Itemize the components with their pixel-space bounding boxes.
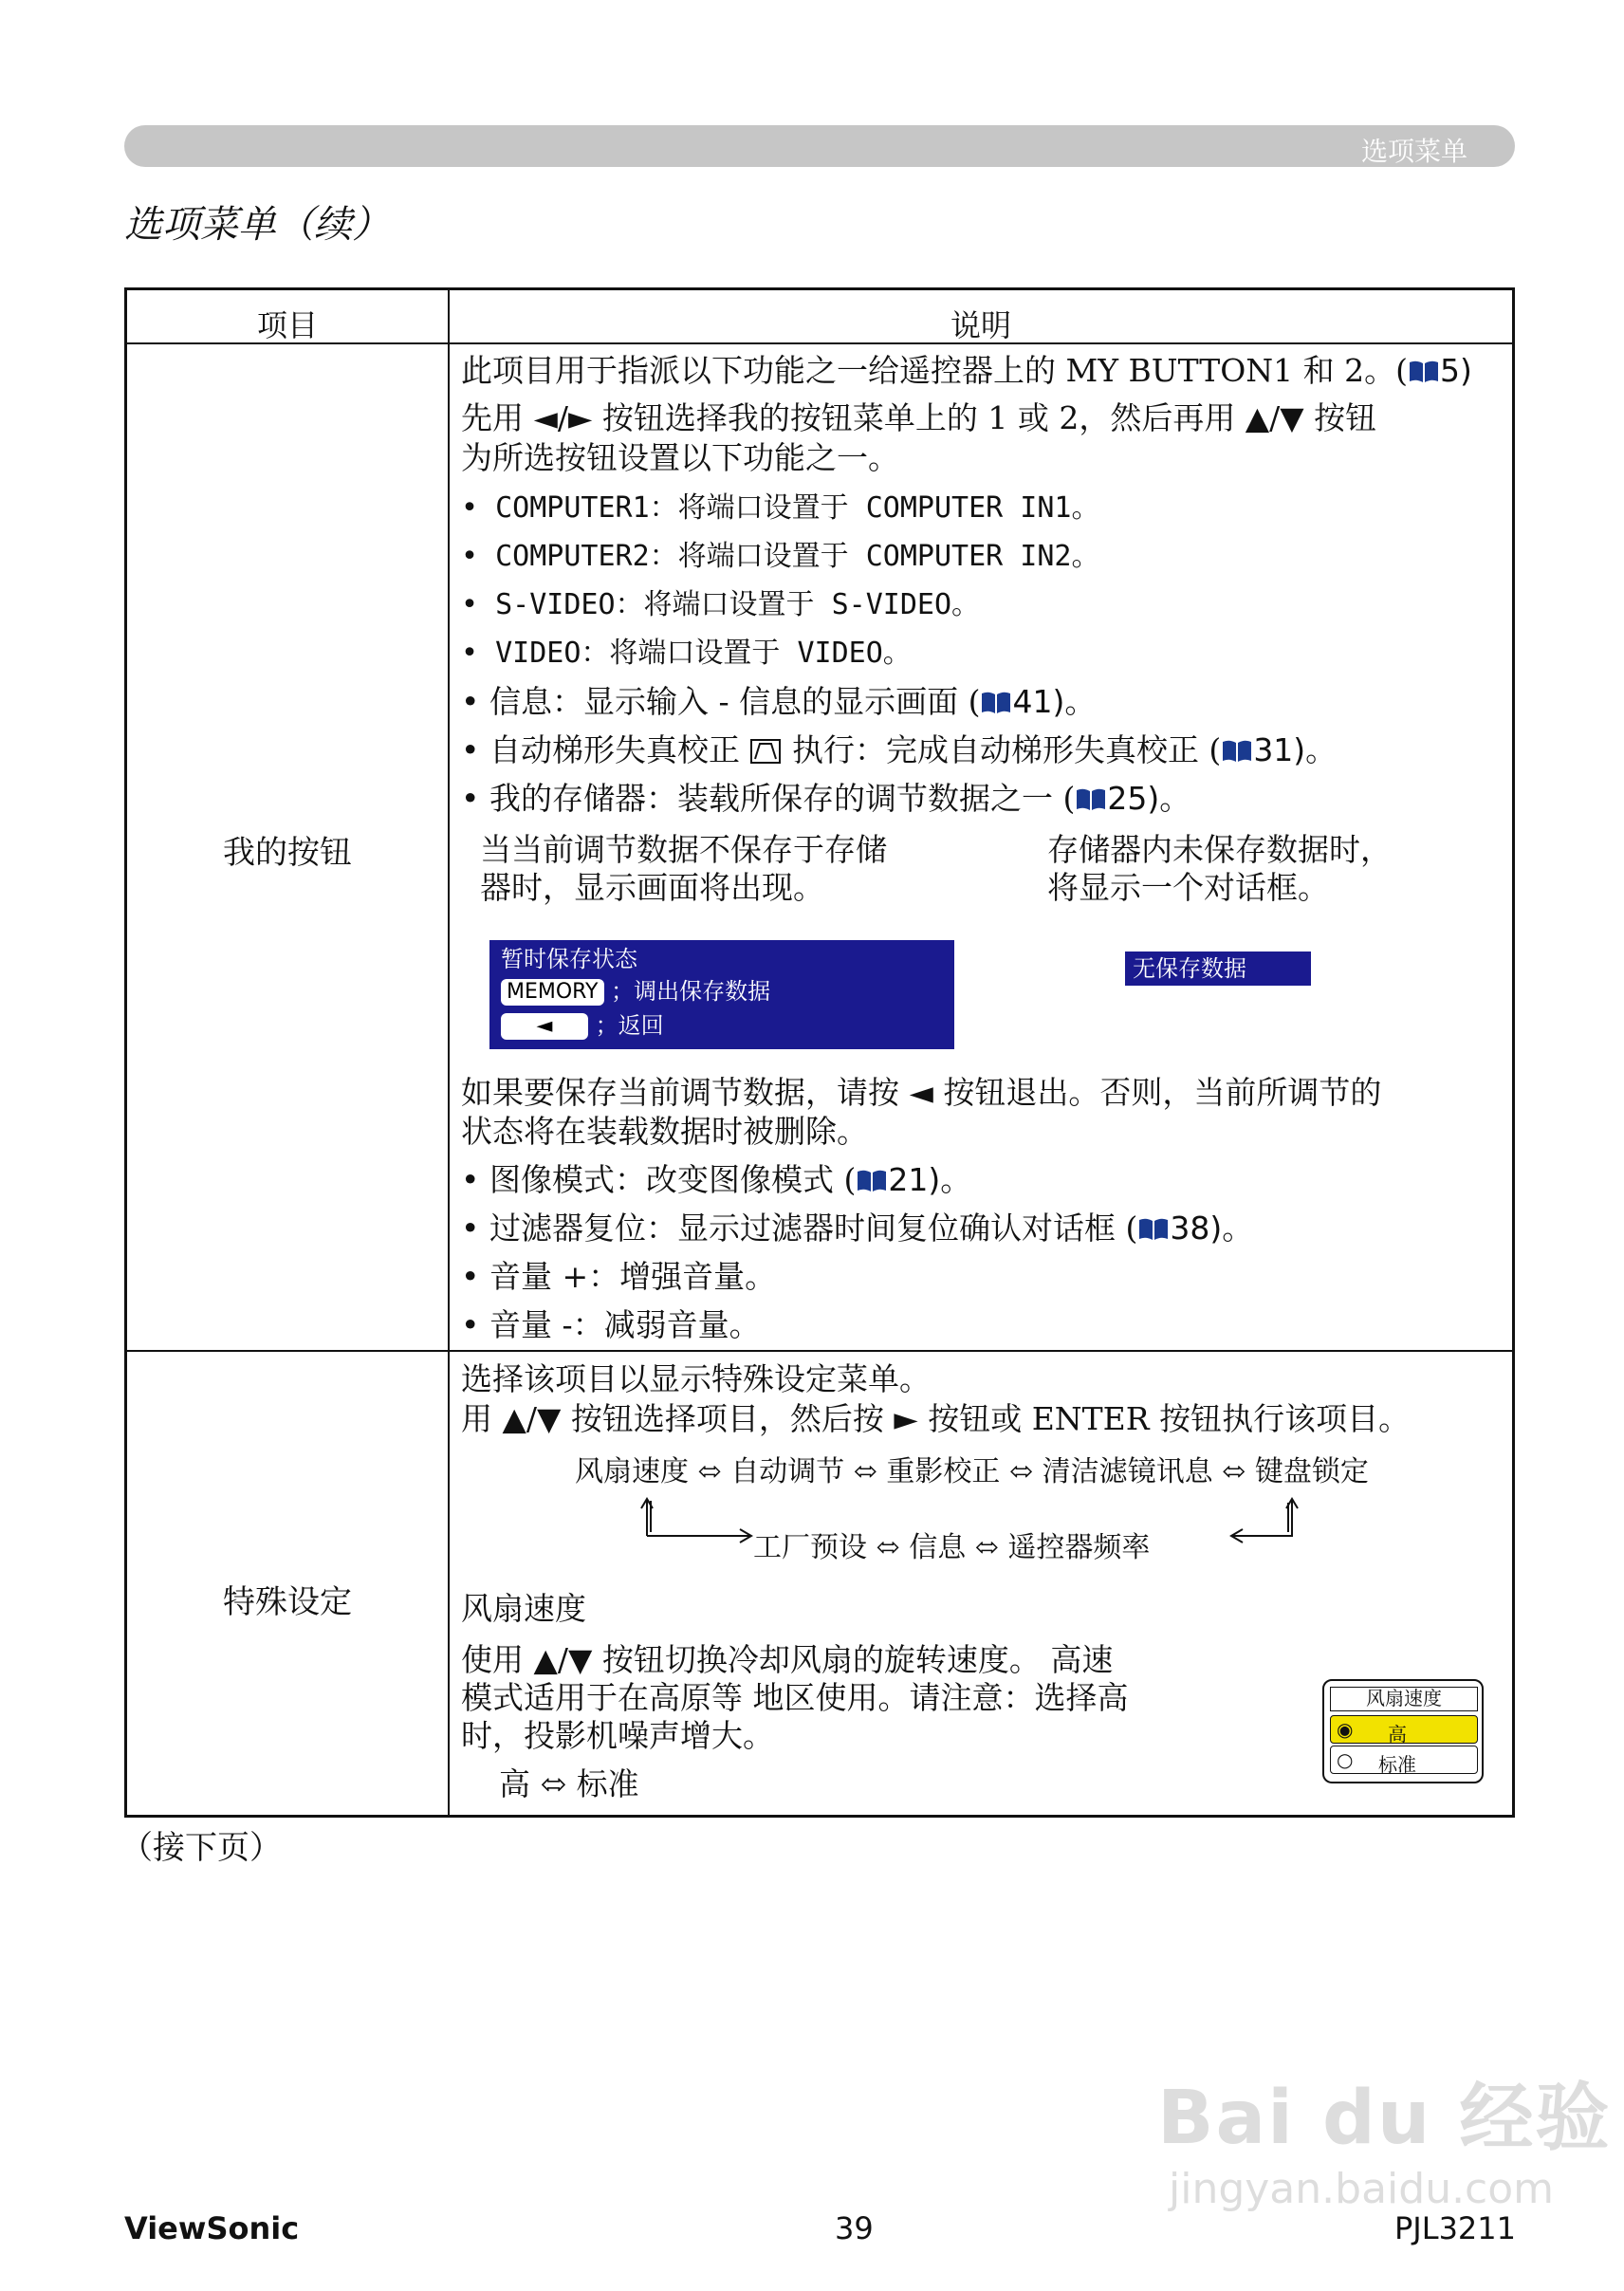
fan-option-standard: [1330, 1746, 1478, 1774]
book-ref-icon: [1221, 739, 1253, 764]
watermark-logo: Bai du 经验: [1157, 2076, 1612, 2161]
fan-option-standard-label: 标准: [1378, 1753, 1416, 1776]
left-note-line-2: 器时，显示画面将出现。: [480, 869, 824, 906]
row-divider: [127, 1350, 1512, 1352]
footer-brand: ViewSonic: [124, 2210, 300, 2246]
fan-desc-line-1: 使用 ▲/▼ 按钮切换冷却风扇的旋转速度。 高速: [461, 1641, 1114, 1678]
bullet-filter-reset-text: • 过滤器复位：显示过滤器时间复位确认对话框 (: [461, 1210, 1138, 1247]
bullet-keystone-text-b: 执行：完成自动梯形失真校正 (: [782, 731, 1222, 768]
column-divider: [448, 290, 450, 1815]
intro-text: 此项目用于指派以下功能之一给遥控器上的 MY BUTTON1 和 2。(: [461, 352, 1409, 389]
bullet-info: [461, 683, 1096, 721]
radio-unselected-icon: ○: [1337, 1748, 1354, 1771]
select-line-2: 为所选按钮设置以下功能之一。: [461, 439, 899, 476]
options-table: [124, 287, 1515, 1818]
book-ref-icon: [856, 1169, 888, 1193]
left-arrow-key: ◄: [501, 1013, 588, 1040]
bullet-filter-reset-ref: 38)。: [1170, 1210, 1254, 1247]
special-line-2: 用 ▲/▼ 按钮选择项目，然后按 ► 按钮或 ENTER 按钮执行该项目。: [461, 1400, 1411, 1437]
bullet-picture-mode: [461, 1161, 971, 1199]
intro-ref: 5): [1440, 352, 1472, 389]
fan-speed-title: 风扇速度: [1330, 1687, 1478, 1711]
fan-desc-line-2: 模式适用于在高原等 地区使用。请注意：选择高: [461, 1679, 1129, 1716]
temp-save-memory-row: [501, 974, 943, 1008]
memory-key: MEMORY: [501, 979, 604, 1006]
column-header-description: 说明: [950, 307, 1011, 343]
flow-arrow-right-icon: [1226, 1493, 1301, 1550]
radio-selected-icon: ◉: [1337, 1718, 1354, 1741]
row-label-special-settings: 特殊设定: [223, 1583, 352, 1621]
section-title: 选项菜单: [1360, 136, 1467, 167]
no-saved-data-dialog: 无保存数据: [1125, 952, 1311, 986]
bullet-auto-keystone: [461, 731, 1337, 769]
fan-speed-subtitle: 风扇速度: [461, 1590, 586, 1627]
right-note-line-1: 存储器内未保存数据时，: [1047, 831, 1392, 868]
right-note-line-2: 将显示一个对话框。: [1047, 869, 1329, 906]
menu-flow-line-1: 风扇速度 ⬄ 自动调节 ⬄ 重影校正 ⬄ 清洁滤镜讯息 ⬄ 键盘锁定: [575, 1455, 1369, 1488]
bullet-info-text: • 信息：显示输入 - 信息的显示画面 (: [461, 683, 981, 720]
left-key-desc: ；返回: [595, 1012, 664, 1039]
my-button-intro: [461, 352, 1472, 390]
bullet-picture-mode-text: • 图像模式：改变图像模式 (: [461, 1161, 857, 1198]
book-ref-icon: [1075, 787, 1107, 812]
left-note-line-1: 当当前调节数据不保存于存储: [480, 831, 887, 868]
temp-save-dialog: [489, 940, 954, 1049]
save-note-line-2: 状态将在装载数据时被删除。: [461, 1113, 868, 1150]
footer-model: PJL3211: [1394, 2210, 1516, 2246]
bullet-memory-text: • 我的存储器：装载所保存的调节数据之一 (: [461, 780, 1076, 817]
bullet-memory-ref: 25)。: [1107, 780, 1191, 817]
bullet-keystone-text-a: • 自动梯形失真校正: [461, 731, 750, 768]
row-label-my-button: 我的按钮: [223, 834, 352, 872]
memory-key-desc: ；调出保存数据: [611, 978, 771, 1005]
save-note-line-1: 如果要保存当前调节数据，请按 ◄ 按钮退出。否则，当前所调节的: [461, 1074, 1382, 1111]
fan-desc-line-3: 时，投影机噪声增大。: [461, 1717, 774, 1754]
bullet-filter-reset: [461, 1210, 1253, 1247]
footer-page-number: 39: [835, 2210, 874, 2246]
bullet-computer2: • COMPUTER2：将端口设置于 COMPUTER IN2。: [461, 540, 1100, 573]
watermark-url: jingyan.baidu.com: [1169, 2165, 1555, 2213]
fan-options-line: 高 ⬄ 标准: [499, 1765, 639, 1802]
continued-note: （接下页）: [120, 1829, 282, 1867]
select-line-1: 先用 ◄/► 按钮选择我的按钮菜单上的 1 或 2，然后再用 ▲/▼ 按钮: [461, 399, 1377, 436]
temp-save-title: 暂时保存状态: [501, 946, 637, 972]
header-bar: [124, 125, 1515, 167]
bullet-video: • VIDEO：将端口设置于 VIDEO。: [461, 637, 912, 670]
bullet-picture-mode-ref: 21)。: [888, 1161, 972, 1198]
book-ref-icon: [980, 691, 1012, 715]
temp-save-back-row: [501, 1008, 943, 1043]
bullet-keystone-ref: 31)。: [1253, 731, 1338, 768]
book-ref-icon: [1408, 360, 1440, 384]
fan-option-high: [1330, 1715, 1478, 1744]
bullet-volume-up: • 音量 +：增强音量。: [461, 1258, 777, 1295]
fan-speed-menu: [1322, 1679, 1484, 1783]
menu-flow-line-2: 工厂预设 ⬄ 信息 ⬄ 遥控器频率: [753, 1531, 1151, 1564]
page-title: 选项菜单（续）: [124, 203, 390, 247]
bullet-my-memory: [461, 780, 1190, 818]
bullet-info-ref: 41)。: [1012, 683, 1097, 720]
bullet-volume-down: • 音量 -：减弱音量。: [461, 1306, 761, 1343]
bullet-computer1: • COMPUTER1：将端口设置于 COMPUTER IN1。: [461, 491, 1100, 525]
fan-option-high-label: 高: [1388, 1723, 1407, 1746]
flow-arrow-left-icon: [637, 1493, 761, 1550]
column-header-item: 项目: [256, 307, 318, 343]
bullet-svideo: • S-VIDEO：将端口设置于 S-VIDEO。: [461, 588, 981, 621]
special-line-1: 选择该项目以显示特殊设定菜单。: [461, 1360, 931, 1397]
keystone-icon: [749, 738, 782, 765]
book-ref-icon: [1137, 1217, 1170, 1242]
